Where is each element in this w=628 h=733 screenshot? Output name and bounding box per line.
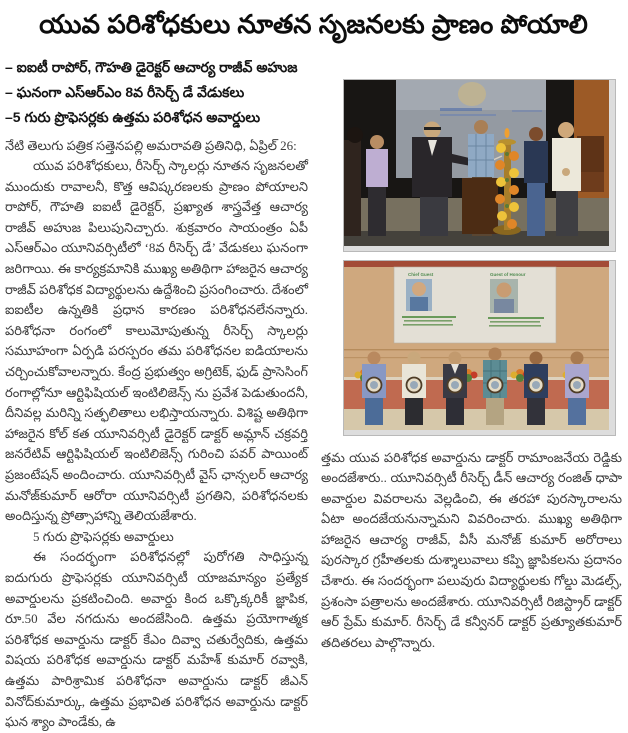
projection-screen: [394, 267, 556, 343]
wall-line: [344, 357, 609, 358]
wall-line: [344, 349, 609, 350]
subhead-bullets: [5, 55, 308, 130]
person-cream-shirt-elder: [552, 122, 581, 236]
headline: యువ పరిశోధకులు నూతన సృజనలకు ప్రాణం పోయాలి: [39, 9, 588, 39]
person-woman-left: [344, 127, 363, 236]
screen-caption-left: Chief Guest: [408, 271, 434, 277]
photo-award-group: [343, 260, 616, 436]
paragraph-1: యువ పరిశోధకులు, రీసెర్చ్ స్కాలర్లు నూతన సృజనలతో ముందుకు రావాలనీ, కొత్త ఆవిష్కరణలకు ప్రాణం పోయాలని రాపోర్, గౌహతి ఐఐటీ డైరెక్టర్, ప్రఖ్యాత శాస్త్రవేత్త ఆచార్య రాజీవ్ అహుజ పిలుపునిచ్చారు. శుక్రవారం సాయంత్రం ఏపీ ఎస్ఆర్ఎం యూనివర్సిటీలో ‘8వ రీసెర్చ్ డే’ వేడుకలు ఘనంగా జరిగాయి. ఈ కార్యక్రమానికి ముఖ్య అతిథిగా హాజరైన ఆచార్య రాజీవ్ పరిశోధక విద్యార్థులను ఉద్దేశించి ప్రసంగించారు. దేశంలో ఐఐటీల ఉన్నతికి ప్రధాన కారణం పరిశోధనలేనన్నారు. పరిశోధనా రంగంలో కాలుమోపుతున్న రీసెర్చ్ స్కాలర్లు సమూహంగా ఏర్పడి పరస్పరం తమ పరిశోధనల ఐడియాలను చర్చించుకోవాలన్నారు. కేంద్ర ప్రభుత్వం అగ్రిటెక్, ఫుడ్ ప్రాసెసింగ్ రంగాల్లోనూ ఆర్టిఫిషియల్ ఇంటిలిజెన్స్ ను ప్రవేశ పెడుతుందనీ, దీనివల్ల మరిన్ని సత్ఫలితాలు లభిస్తాయన్నారు. విశిష్ట అతిథిగా హాజరైన కోల్ కత యూనివర్సిటీ డైరెక్టర్ డాక్టర్ అమ్లాన్ చక్రవర్తి జనరేటివ్ ఆర్టిఫిషియల్ ఇంటిలిజెన్స్ గురించి పవర్ పాయింట్ ప్రజంటేషన్ అందించారు. యూనివర్సిటీ వైస్ ఛాన్సలర్ ఆచార్య మనోజ్‌కుమార్ ఆరోరా యూనివర్సిటీ ప్రగతిని, పరిశోధనలకు అందిస్తున్న ప్రోత్సాహాన్ని తెలియజేశారు.: [5, 158, 308, 524]
lamp-lighting-scene: [344, 80, 609, 246]
person-navy-tshirt: [524, 127, 548, 236]
portrait-face: [412, 282, 426, 296]
article-columns: [5, 49, 622, 733]
lamp-flame: [505, 128, 510, 138]
wall-band: [344, 261, 609, 267]
bullet-1: – ఐఐటీ రాపోర్, గౌహతి డైరెక్టర్ ఆచార్య రాజీవ్ అహుజ: [5, 58, 298, 75]
paragraph-3: త్తమ యువ పరిశోధక అవార్డును డాక్టర్ రామాంజనేయ రెడ్డికు అందజేశారు.. యూనివర్సిటీ రీసెర్చ్ డీన్ ఆచార్య రంజిత్ ధాపా అవార్డుల వివరాలను వెల్లడించి, ఈ తరహా పురస్కారాలను ఏటా అందజేయనున్నామని వివరించారు. ముఖ్య అతిథిగా హాజరైన ఆచార్య రాజీవ్, వీసీ మనోజ్ కుమార్ అరోరాలు పురస్కార గ్రహీతలకు దుశ్శాలువాలు కప్పి జ్ఞాపికలను ప్రదానం చేశారు. ఈ సందర్భంగా పలువురు విద్యార్థులకు గోల్డు మెడల్స్, ప్రశంసా పత్రాలను అందజేశారు. యూనివర్సిటీ రిజిస్ట్రార్ డాక్టర్ ఆర్ ప్రేమ్ కుమార్. రీసెర్చ్ డే కన్వీనర్ డాక్టర్ ప్రత్యూతకుమార్ తదితరలు పాల్గొన్నారు.: [321, 449, 622, 650]
podium: [462, 178, 498, 234]
photo-lamp-lighting: [343, 79, 616, 252]
section-subhead: 5 గురు ప్రొఫెసర్లకు అవార్డులు: [33, 528, 174, 544]
wooden-chair: [580, 172, 604, 192]
paragraph-2: ఈ సందర్భంగా పరిశోధనల్లో పురోగతి సాధిస్తున్న ఐదుగురు ప్రొఫెసర్లకు యూనివర్సిటీ యాజమాన్యం ప్రత్యేక అవార్డులను ప్రకటించింది. అవార్డు కింద ఒక్కొక్కరికీ జ్ఞాపిక, రూ.50 వేల నగదును అందజేసింది. ఉత్తమ ప్రయోగాత్మక పరిశోధక అవార్డును డాక్టర్ కేఎం దివ్వా చతుర్వేదికు, ఉత్తమ విషయ పరిశోధక అవార్డును డాక్టర్ మహేశ్ కుమార్ రవ్వాకి, ఉత్తమ పారిశ్రామిక పరిశోధనా అవార్డును డాక్టర్ జీఎన్ వినోద్‌కుమార్కు, ఉత్తమ ప్రభావిత పరిశోధన అవార్డును డాక్టర్ ఘన శ్యాం పాండేకు, ఉ: [5, 549, 308, 730]
right-column: [321, 49, 622, 654]
award-group-scene: [344, 261, 609, 430]
bullet-3: –5 గురు ప్రొఫెసర్లకు ఉత్తమ పరిశోధన అవార్డులు: [5, 108, 261, 125]
left-column: [5, 49, 308, 733]
person-lavender-shirt: [366, 135, 388, 236]
portrait-face: [497, 282, 512, 297]
screen-caption-right: Guest of Honour: [490, 271, 526, 277]
bullet-2: – ఘనంగా ఎస్ఆర్ఎం 8వ రీసెర్చ్ డే వేడుకలు: [5, 83, 245, 100]
dateline: నేటి తెలుగు పత్రిక సత్తెనపల్లి అమరావతి ప్రతినిధి, ఏప్రిల్ 26:: [5, 137, 297, 153]
wooden-chair: [577, 136, 604, 174]
